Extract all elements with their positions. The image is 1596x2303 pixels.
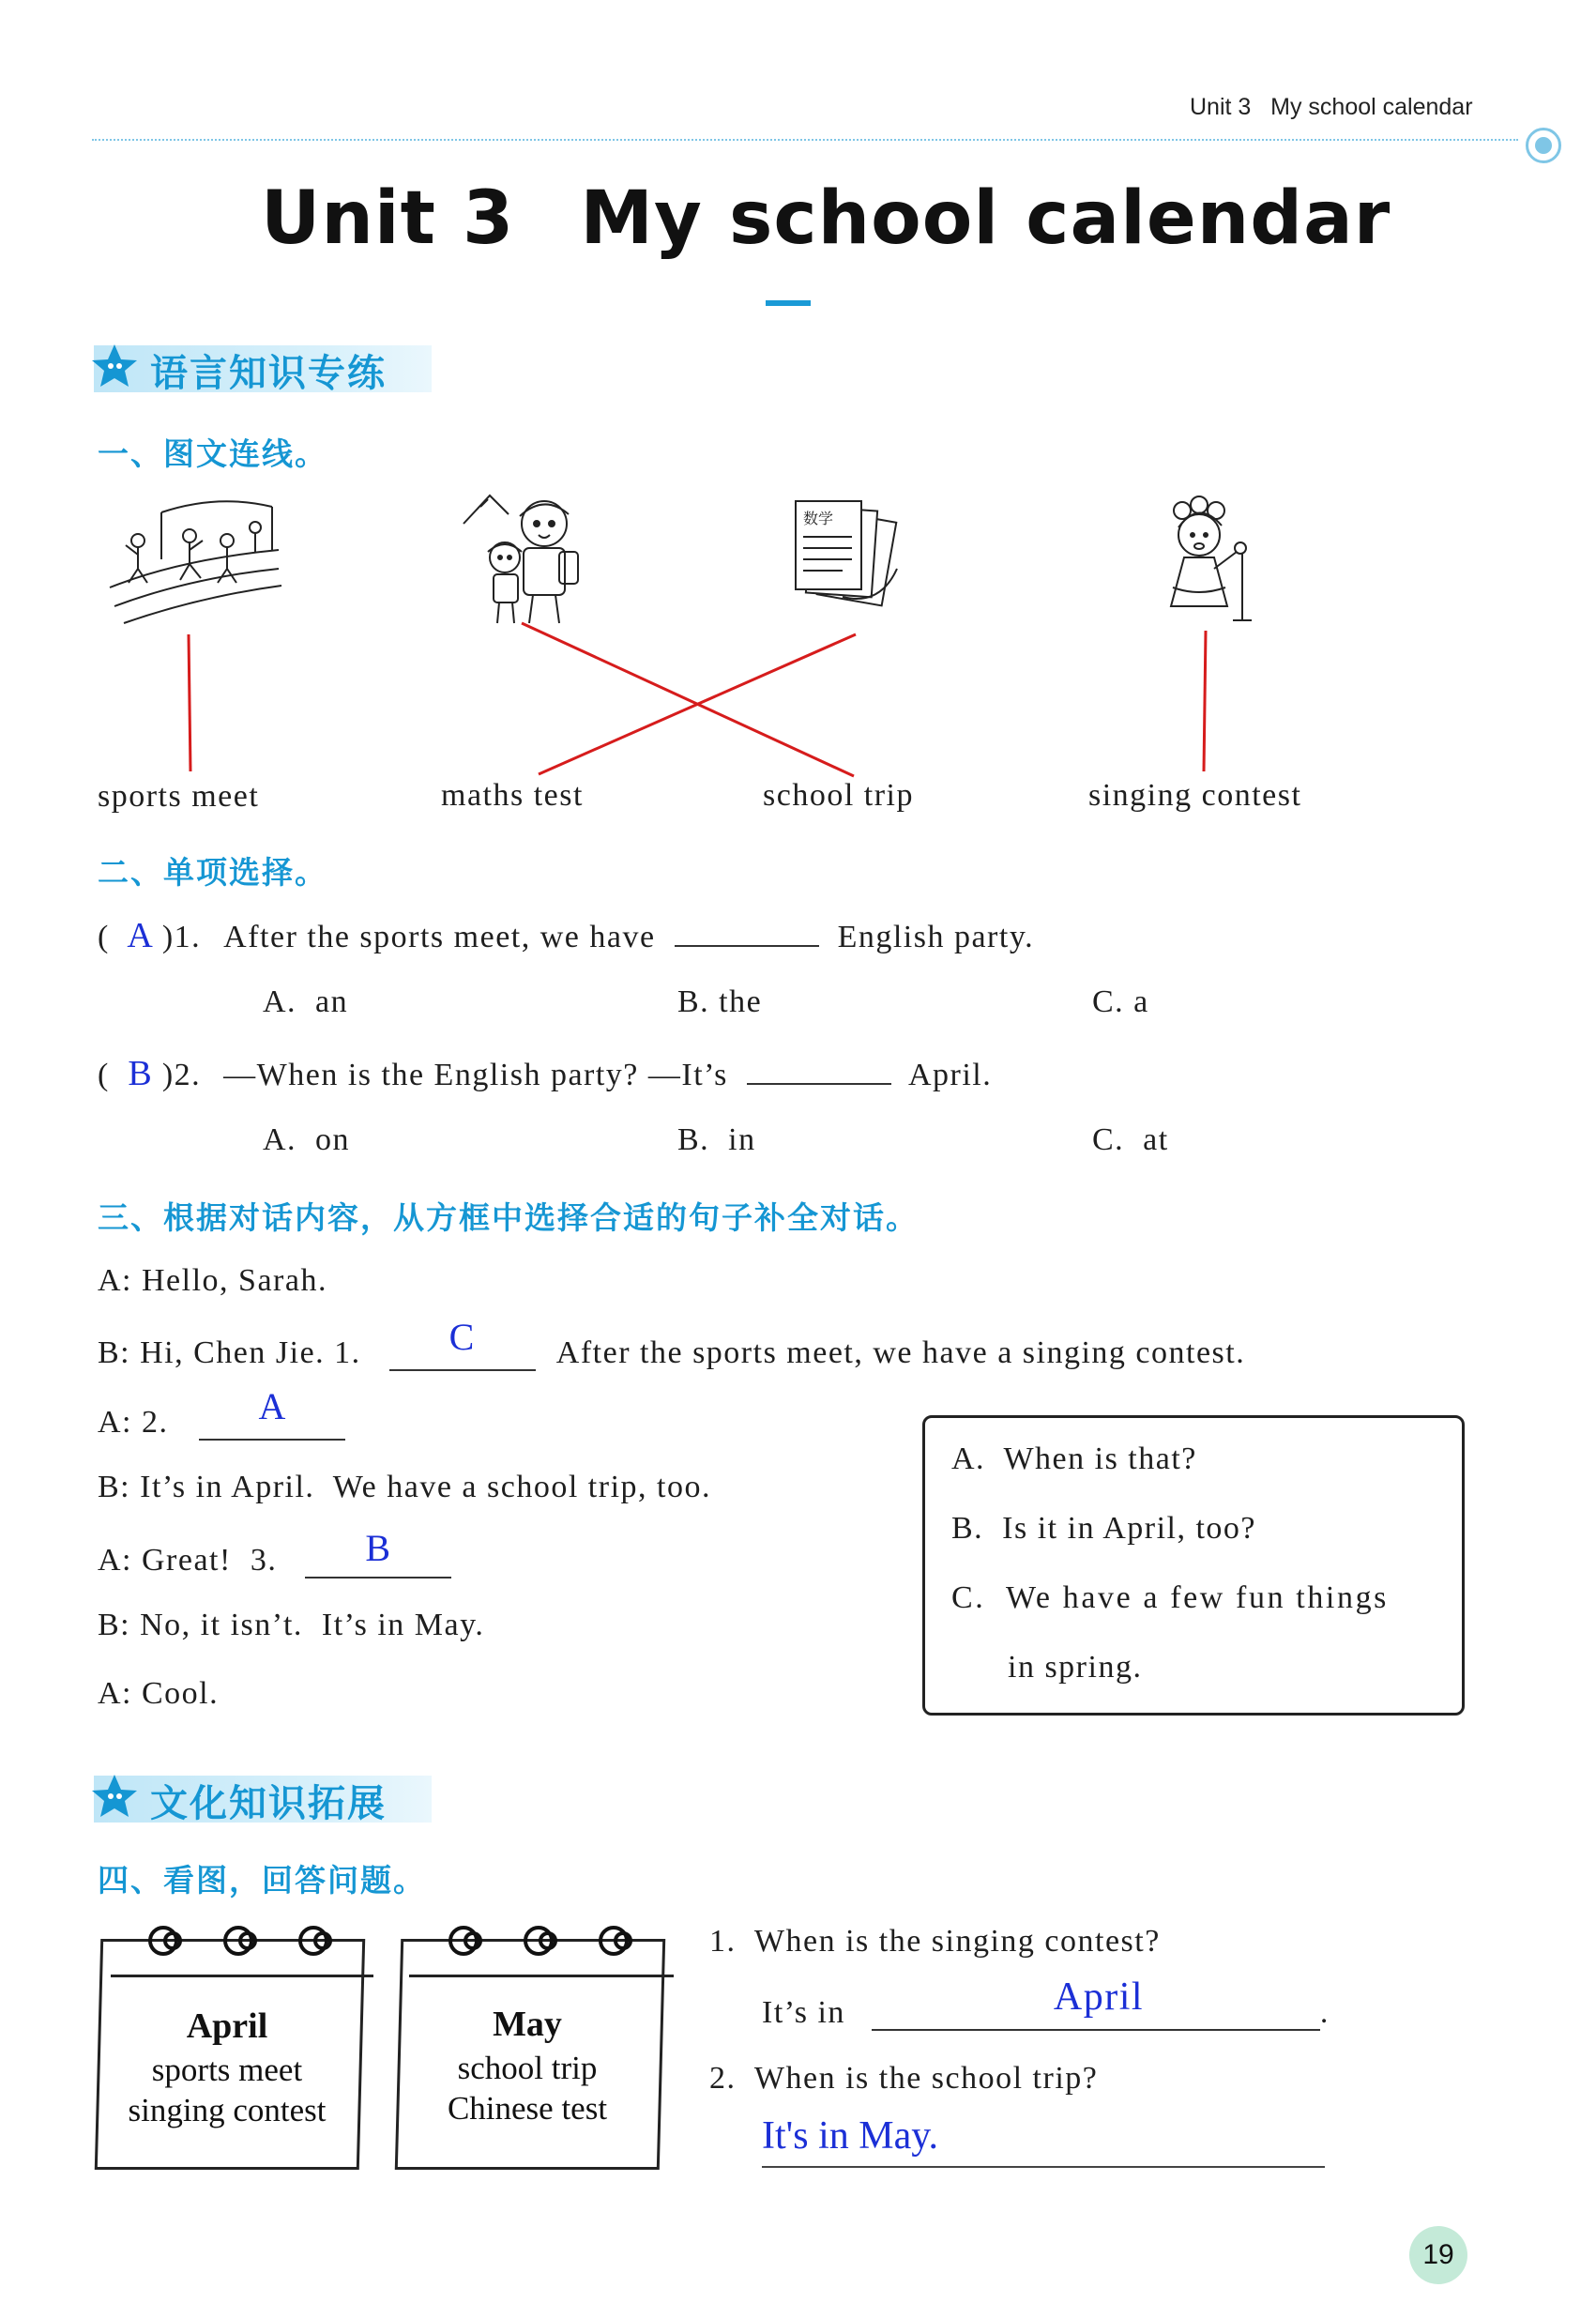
dialogue-blank-1[interactable] [389,1316,536,1371]
q2-blank-1[interactable] [675,945,819,947]
calendar-event: sports meet [151,2051,303,2088]
q2-answer-2: B [128,1054,154,1093]
box-option-b: B. Is it in April, too? [951,1511,1256,1546]
calendar-april-header-line [111,1975,373,1977]
q2-1-option-c: C. a [1092,984,1149,1019]
q2-heading: 二、单项选择。 [98,854,327,891]
calendar-event: singing contest [128,2092,327,2129]
dialogue-line-6: B: No, it isn’t. It’s in May. [98,1608,485,1642]
label-school-trip: school trip [763,778,914,813]
q2-answer-1: A [127,916,155,955]
calendar-april-content [98,2005,357,2131]
label-sports-meet: sports meet [98,779,260,814]
match-lines [0,0,1596,845]
title-unit: Unit 3 [261,176,515,261]
calendar-rings-icon [141,1922,347,1965]
dialogue-answer-3: B [365,1527,392,1569]
q4-answer-2: It's in May. [762,2114,938,2158]
star-icon [90,1772,139,1821]
dialogue-answer-1: C [448,1316,476,1358]
q2-blank-2[interactable] [747,1083,891,1085]
dialogue-line-7: A: Cool. [98,1676,220,1711]
dialogue-blank-3[interactable] [305,1527,451,1579]
box-option-c-cont: in spring. [1008,1650,1143,1685]
dialogue-line-1: A: Hello, Sarah. [98,1263,327,1298]
page-number: 19 [1409,2226,1467,2284]
box-option-c: C. We have a few fun things [951,1580,1390,1615]
q2-item-2: ( B )2. —When is the English party? —It’s April. [98,1054,993,1093]
calendar-may-content [398,2003,657,2129]
q4-answer-blank-2[interactable] [762,2166,1325,2168]
q2-2-option-a: A. on [263,1122,351,1157]
q2-2-option-b: B. in [677,1122,756,1157]
dialogue-line-5: A: Great! 3. B [98,1539,451,1579]
q4-heading: 四、看图，回答问题。 [98,1862,426,1899]
calendar-rings-icon [441,1922,647,1965]
q4-question-2: 2. When is the school trip? [709,2061,1099,2096]
calendar-event: school trip [457,2049,598,2086]
calendar-event: Chinese test [447,2090,608,2128]
q4-answer-blank-1[interactable] [872,1975,1320,2031]
calendar-month-may: May [493,2005,562,2044]
q2-2-option-c: C. at [1092,1122,1169,1157]
label-singing-contest: singing contest [1088,778,1302,813]
q2-1-option-a: A. an [263,984,349,1019]
dialogue-blank-2[interactable] [199,1385,345,1441]
section-title-language: 语言知识专练 [150,351,387,395]
section-title-culture: 文化知识拓展 [150,1781,387,1825]
q3-heading: 三、根据对话内容，从方框中选择合适的句子补全对话。 [98,1199,919,1236]
q1-heading: 一、图文连线。 [98,435,327,472]
dialogue-answer-2: A [258,1385,287,1427]
running-header: Unit 3 My school calendar [1190,94,1473,120]
svg-text:数学: 数学 [803,510,834,527]
q4-answer-1-line: It’s in April . [762,1975,1330,2030]
box-option-a: A. When is that? [951,1441,1197,1476]
label-maths-test: maths test [441,778,584,813]
q2-item-1: ( A )1. After the sports meet, we have English party. [98,916,1035,955]
dialogue-line-2: B: Hi, Chen Jie. 1. C After the sports meet, we have a singing contest. [98,1316,1246,1370]
q2-1-option-b: B. the [677,984,763,1019]
calendar-may-header-line [409,1975,674,1977]
dialogue-line-4: B: It’s in April. We have a school trip, too. [98,1470,711,1504]
q4-question-1: 1. When is the singing contest? [709,1924,1161,1959]
dialogue-line-3: A: 2. A [98,1401,345,1441]
q4-answer-1: April [1053,1975,1145,2019]
calendar-month-april: April [186,2006,268,2046]
title-name: My school calendar [580,176,1391,261]
